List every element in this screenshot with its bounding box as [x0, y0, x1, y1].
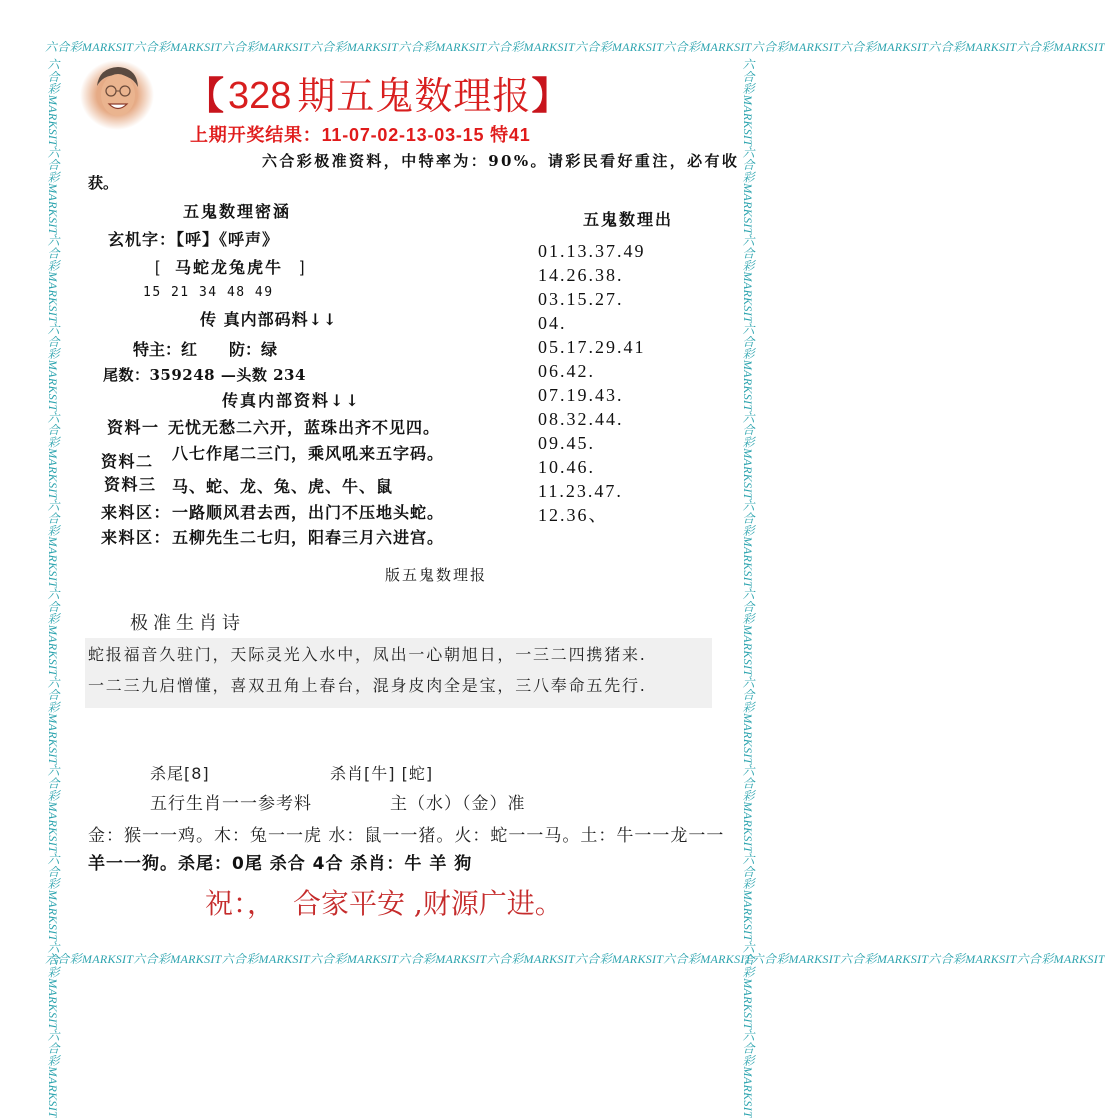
material-row — [100, 416, 450, 444]
zodiac-bracket-open: [ — [155, 259, 160, 276]
material-row — [100, 502, 450, 530]
zodiac-list: 马蛇龙兔虎牛 — [175, 258, 284, 277]
number-row: 09.45. — [538, 433, 595, 453]
five-elements-line: 金：猴一一鸡。木：兔一一虎 水：鼠一一猪。火：蛇一一马。土：牛一一龙一一 — [88, 826, 725, 846]
riddle-word: 玄机字：【呼】《呼声》 — [108, 230, 280, 249]
material-text: 一路顺风君去西，出门不压地头蛇。 — [172, 503, 445, 522]
kill-tail: 杀尾[8] — [150, 764, 210, 783]
material-row — [100, 474, 450, 502]
poem-box — [85, 638, 712, 708]
guard-color-hint: 防：绿 — [229, 340, 278, 359]
numbers-heading: 五鬼数理出 — [583, 210, 674, 229]
number-row: 10.46. — [538, 457, 595, 477]
material-label: 资料一 — [107, 418, 160, 437]
fax-info-heading: 传真内部资料↓↓ — [222, 391, 361, 410]
special-color-hint: 特主：红 — [133, 340, 198, 359]
border-text-left: 六合彩MARKSIT六合彩MARKSIT六合彩MARKSIT六合彩MARKSIT六合彩MARKSIT六合彩MARKSIT六合彩MARKSIT六合彩MARKSIT六合彩MARKSIT六合彩MARKSIT六合彩MARKSIT六合彩MARKSIT — [46, 58, 60, 1118]
blessing-text: 合家平安 ,财源广进。 — [293, 887, 563, 920]
number-row: 07.19.43. — [538, 385, 624, 405]
poem-heading: 极准生肖诗 — [130, 613, 245, 634]
number-row: 14.26.38. — [538, 265, 624, 285]
number-row: 11.23.47. — [538, 481, 623, 501]
material-label: 来料区： — [101, 528, 172, 547]
fax-codes-heading: 传 真内部码料↓↓ — [200, 310, 338, 329]
border-text-bottom: 六合彩MARKSIT六合彩MARKSIT六合彩MARKSIT六合彩MARKSIT六合彩MARKSIT六合彩MARKSIT六合彩MARKSIT六合彩MARKSIT六合彩MARKSIT六合彩MARKSIT六合彩MARKSIT六合彩MARKSIT — [45, 952, 1105, 966]
material-text: 马、蛇、龙、兔、虎、牛、鼠 — [172, 477, 394, 496]
number-row: 12.36、 — [538, 505, 609, 525]
number-list — [538, 239, 688, 527]
number-row: 08.32.44. — [538, 409, 624, 429]
poem-line: 蛇报福音久驻门，天际灵光入水中，凤出一心朝旭日，一三二四携猪来. — [88, 645, 647, 664]
material-row — [100, 443, 450, 471]
edition-caption: 版五鬼数理报 — [385, 566, 488, 584]
number-row: 04. — [538, 313, 567, 333]
number-row: 06.42. — [538, 361, 595, 381]
border-text-right: 六合彩MARKSIT六合彩MARKSIT六合彩MARKSIT六合彩MARKSIT六合彩MARKSIT六合彩MARKSIT六合彩MARKSIT六合彩MARKSIT六合彩MARKSIT六合彩MARKSIT六合彩MARKSIT六合彩MARKSIT — [741, 58, 755, 1118]
number-row: 03.15.27. — [538, 289, 624, 309]
intro-text-line-1: 六合彩极准资料，中特率为：90%。请彩民看好重注，必有收 — [262, 152, 740, 170]
material-label: 资料三 — [104, 475, 157, 494]
material-label: 来料区： — [101, 503, 172, 522]
number-row: 05.17.29.41 — [538, 337, 646, 357]
material-label: 资料二 — [101, 452, 154, 471]
issue-number: 328 — [228, 75, 292, 117]
portrait-photo — [80, 60, 154, 130]
five-elements-line: 羊一一狗。杀尾：0尾 杀合 4合 杀肖：牛 羊 狗 — [88, 854, 473, 874]
mystery-heading: 五鬼数理密涵 — [183, 202, 292, 221]
material-text: 无忧无愁二六开，蓝珠出齐不见四。 — [168, 418, 441, 437]
issue-title — [186, 70, 569, 122]
title-open-bracket: 【 — [186, 74, 225, 118]
material-row — [100, 527, 450, 555]
last-draw-result: 上期开奖结果：11-07-02-13-03-15 特41 — [190, 125, 531, 145]
five-elements-label: 五行生肖一一参考料 — [150, 794, 312, 814]
intro-text-line-2: 获。 — [88, 174, 119, 192]
number-row: 01.13.37.49 — [538, 241, 646, 261]
tail-head-numbers: 尾数：359248 —头数 234 — [103, 366, 306, 384]
featured-numbers: 15 21 34 48 49 — [143, 285, 274, 300]
paper-name: 期五鬼数理报 — [297, 74, 532, 118]
border-text-top: 六合彩MARKSIT六合彩MARKSIT六合彩MARKSIT六合彩MARKSIT六合彩MARKSIT六合彩MARKSIT六合彩MARKSIT六合彩MARKSIT六合彩MARKSIT六合彩MARKSIT六合彩MARKSIT六合彩MARKSIT — [45, 40, 1105, 54]
zodiac-bracket-close: ] — [300, 259, 305, 276]
material-text: 八七作尾二三门，乘风吼来五字码。 — [172, 444, 445, 463]
material-text: 五柳先生二七归，阳春三月六进宫。 — [172, 528, 445, 547]
kill-zodiac: 杀肖[牛] [蛇] — [330, 764, 434, 783]
poem-line: 一二三九启憎懂，喜双丑角上春台，混身皮肉全是宝，三八奉命五先行. — [88, 676, 647, 695]
title-close-bracket: 】 — [531, 74, 570, 118]
five-elements-main: 主（水）（金）准 — [390, 794, 526, 814]
blessing-prefix: 祝：， — [205, 887, 276, 920]
